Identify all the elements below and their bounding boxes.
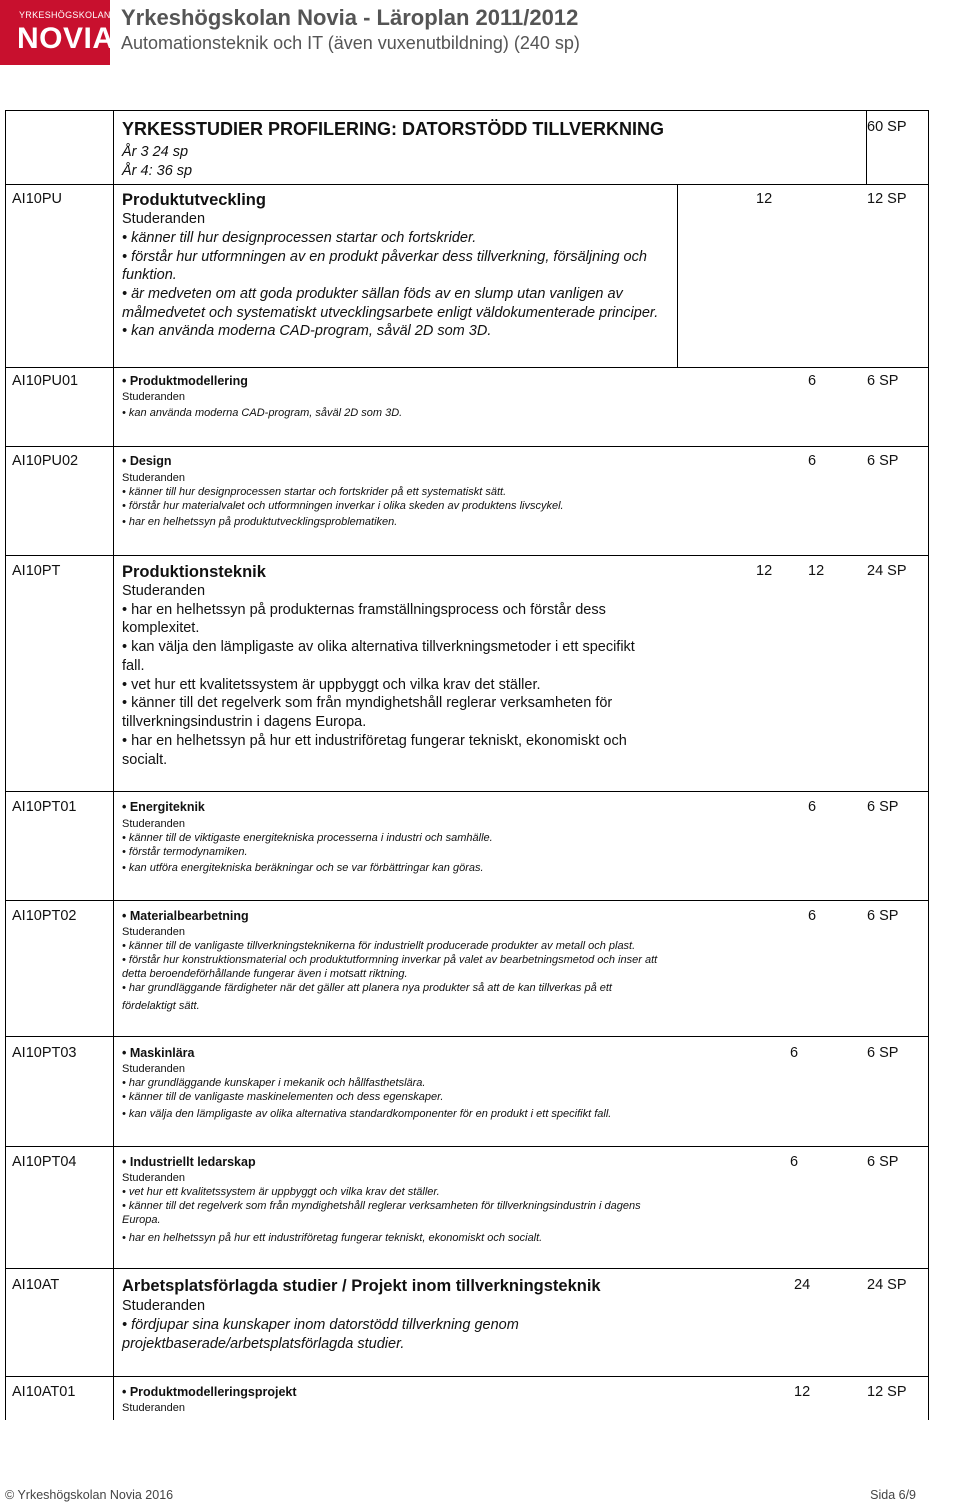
course-title: • Produktmodelleringsprojekt: [122, 1385, 297, 1399]
learning-outcome: • känner till de vanligaste maskinelementen och dess egenskaper.: [122, 1091, 444, 1103]
year-credit: 6: [808, 908, 817, 924]
course-code: AI10PU01: [12, 373, 79, 389]
studenten-label: Studeranden: [122, 818, 185, 830]
learning-outcome: målmedvetet och systematiskt utvecklingsarbete enligt väldokumenterade principer.: [122, 305, 659, 321]
row-divider: [5, 1268, 929, 1269]
studenten-label: Studeranden: [122, 1298, 206, 1314]
year-credit: 6: [808, 453, 817, 469]
profile-year4: År 4: 36 sp: [122, 163, 193, 179]
course-title: • Energiteknik: [122, 800, 205, 814]
year-credit: 6: [790, 1045, 799, 1061]
document-title: Yrkeshögskolan Novia - Läroplan 2011/2012: [121, 5, 579, 30]
learning-outcome: • känner till de viktigaste energitekniska processerna i industri och samhälle.: [122, 832, 493, 844]
row-divider: [5, 1376, 929, 1377]
row-divider: [5, 184, 929, 185]
profile-sp: 60 SP: [867, 119, 907, 135]
learning-outcome: • har en helhetssyn på hur ett industriföretag fungerar tekniskt, ekonomiskt och: [122, 733, 627, 749]
year-credit: 12: [794, 1384, 811, 1400]
course-code: AI10PT01: [12, 799, 77, 815]
document-subtitle: Automationsteknik och IT (även vuxenutbildning) (240 sp): [121, 33, 580, 53]
learning-outcome: • känner till hur designprocessen startar och fortskrider på ett systematiskt sätt.: [122, 486, 507, 498]
year-credit: 6: [808, 799, 817, 815]
learning-outcome: • förstår termodynamiken.: [122, 846, 248, 858]
learning-outcome: projektbaserade/arbetsplatsförlagda studier.: [122, 1336, 405, 1352]
course-title: • Design: [122, 454, 172, 468]
novia-logo: [0, 0, 115, 65]
total-sp: 6 SP: [867, 453, 899, 469]
learning-outcome: • kan använda moderna CAD-program, såväl 2D som 3D.: [122, 323, 492, 339]
year-credit: 6: [790, 1154, 799, 1170]
learning-outcome: • vet hur ett kvalitetssystem är uppbyggt och vilka krav det ställer.: [122, 1186, 440, 1198]
row-divider: [5, 1036, 929, 1037]
studenten-label: Studeranden: [122, 472, 185, 484]
learning-outcome: funktion.: [122, 267, 177, 283]
row-divider: [5, 555, 929, 556]
footer-page-number: Sida 6/9: [870, 1488, 916, 1502]
learning-outcome: • känner till hur designprocessen startar och fortskrider.: [122, 230, 477, 246]
learning-outcome: fall.: [122, 658, 145, 674]
total-sp: 6 SP: [867, 908, 899, 924]
studenten-label: Studeranden: [122, 211, 206, 227]
course-code: AI10PU: [12, 191, 62, 207]
total-sp: 12 SP: [867, 1384, 907, 1400]
total-sp: 6 SP: [867, 1154, 899, 1170]
total-sp: 12 SP: [867, 191, 907, 207]
logo-main-text: NOVIA: [17, 22, 115, 55]
row-divider: [5, 367, 929, 368]
total-sp: 24 SP: [867, 1277, 907, 1293]
row-divider: [5, 446, 929, 447]
learning-outcome: • förstår hur utformningen av en produkt påverkar dess tillverkning, försäljning och: [122, 249, 647, 265]
learning-outcome: • är medveten om att goda produkter sällan föds av en slump utan vanligen av: [122, 286, 623, 302]
year-credit: 12: [756, 563, 773, 579]
page-header: [0, 0, 960, 65]
studenten-label: Studeranden: [122, 1172, 185, 1184]
studenten-label: Studeranden: [122, 391, 185, 403]
course-title: Produktionsteknik: [122, 563, 266, 581]
course-code: AI10PT04: [12, 1154, 77, 1170]
total-sp: 6 SP: [867, 1045, 899, 1061]
year-credit: 6: [808, 373, 817, 389]
profile-title: YRKESSTUDIER PROFILERING: DATORSTÖDD TILLVERKNING: [122, 119, 665, 139]
learning-outcome: • vet hur ett kvalitetssystem är uppbyggt och vilka krav det ställer.: [122, 677, 541, 693]
learning-outcome: • kan välja den lämpligaste av olika alternativa standardkomponenter för en produkt i ett specifikt fall.: [122, 1108, 612, 1120]
learning-outcome: tillverkningsindustrin i dagens Europa.: [122, 714, 367, 730]
course-title: • Produktmodellering: [122, 374, 248, 388]
learning-outcome: • förstår hur materialvalet och utformningen inverkar i olika skeden av produktens livscykel.: [122, 500, 564, 512]
course-title: Produktutveckling: [122, 191, 266, 209]
row-divider: [5, 900, 929, 901]
learning-outcome: • kan välja den lämpligaste av olika alternativa tillverkningsmetoder i ett specifikt: [122, 639, 635, 655]
course-code: AI10PT02: [12, 908, 77, 924]
learning-outcome: • kan utföra energitekniska beräkningar och se var förbättringar kan göras.: [122, 862, 484, 874]
profile-year3: År 3 24 sp: [122, 144, 189, 160]
learning-outcome: Europa.: [122, 1214, 161, 1226]
learning-outcome: komplexitet.: [122, 620, 200, 636]
total-sp: 24 SP: [867, 563, 907, 579]
column-divider-code: [113, 110, 114, 1420]
learning-outcome: • har en helhetssyn på hur ett industriföretag fungerar tekniskt, ekonomiskt och socialt.: [122, 1232, 543, 1244]
course-code: AI10AT01: [12, 1384, 76, 1400]
learning-outcome: • förstår hur konstruktionsmaterial och produktutformning inverkar på valet av bearbetningsmetod och inser att: [122, 954, 658, 966]
column-divider-inner: [677, 184, 678, 367]
course-code: AI10AT: [12, 1277, 60, 1293]
row-divider: [5, 1146, 929, 1147]
learning-outcome: socialt.: [122, 752, 168, 768]
year-credit: 12: [808, 563, 825, 579]
learning-outcome: • känner till de vanligaste tillverkningsteknikerna för industriellt producerade produkter av metall och plast.: [122, 940, 636, 952]
learning-outcome: • har en helhetssyn på produkternas framställningsprocess och förstår dess: [122, 602, 606, 618]
learning-outcome: • kan använda moderna CAD-program, såväl 2D som 3D.: [122, 407, 403, 419]
course-title: • Materialbearbetning: [122, 909, 249, 923]
total-sp: 6 SP: [867, 799, 899, 815]
course-code: AI10PT03: [12, 1045, 77, 1061]
learning-outcome: • har grundläggande färdigheter när det gäller att planera nya produkter så att de kan tillverkas på ett: [122, 982, 612, 994]
total-sp: 6 SP: [867, 373, 899, 389]
course-title: • Industriellt ledarskap: [122, 1155, 256, 1169]
year-credit: 24: [794, 1277, 811, 1293]
course-title: • Maskinlära: [122, 1046, 195, 1060]
footer-copyright: © Yrkeshögskolan Novia 2016: [5, 1488, 174, 1502]
learning-outcome: • känner till det regelverk som från myndighetshåll reglerar verksamheten för: [122, 695, 613, 711]
learning-outcome: • har en helhetssyn på produktutvecklingsproblematiken.: [122, 516, 398, 528]
course-code: AI10PT: [12, 563, 61, 579]
studenten-label: Studeranden: [122, 926, 185, 938]
studenten-label: Studeranden: [122, 583, 206, 599]
learning-outcome: • har grundläggande kunskaper i mekanik och hållfasthetslära.: [122, 1077, 426, 1089]
year-credit: 12: [756, 191, 773, 207]
course-code: AI10PU02: [12, 453, 79, 469]
logo-top-text: YRKESHÖGSKOLAN: [19, 10, 111, 20]
learning-outcome: • fördjupar sina kunskaper inom datorstödd tillverkning genom: [122, 1317, 519, 1333]
learning-outcome: • känner till det regelverk som från myndighetshåll reglerar verksamheten för tillverkningsindustrin i dagens: [122, 1200, 641, 1212]
row-divider: [5, 791, 929, 792]
learning-outcome: detta beroendeförhållande fungerar även i motsatt riktning.: [122, 968, 408, 980]
studenten-label: Studeranden: [122, 1063, 185, 1075]
learning-outcome: fördelaktigt sätt.: [122, 1000, 200, 1012]
studenten-label: Studeranden: [122, 1402, 185, 1414]
course-title: Arbetsplatsförlagda studier / Projekt inom tillverkningsteknik: [122, 1277, 601, 1295]
